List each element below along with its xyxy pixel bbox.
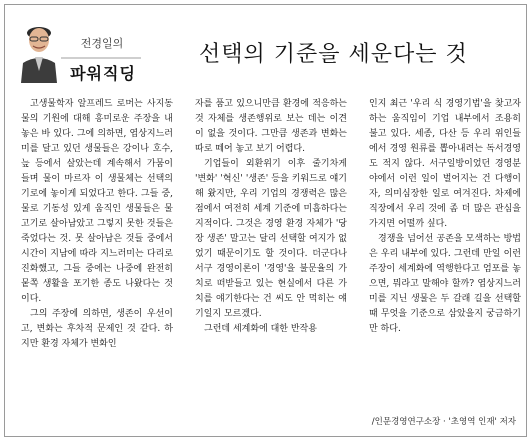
paragraph: 기업들이 외환위기 이후 줄기차게 '변화' '혁신' '생존' 등을 키워드로 얘기해 왔지만, 우리 기업의 경쟁력은 많은 점에서 여전히 세계 기준에 미흡하다는 지적이다. 그것은 경영 환경 자체가 '당장 생존' 말고는 달리 선택할 여지가 없었기 때문이기도 할 것이다. 더군다나 서구 경영이론이 '경영'을 불문율의 가치로 떠받들고 있는 현실에서 다른 가치를 얘기한다는 건 씨도 안 먹히는 얘기일지 모르겠다. <box>195 159 347 319</box>
article-body <box>21 97 521 407</box>
article-frame <box>4 4 527 437</box>
column-title: 파워직딩 <box>70 64 136 83</box>
paragraph: 그런데 세계화에 대한 반작용 <box>204 324 317 334</box>
column-2 <box>195 97 347 407</box>
column-1 <box>21 97 173 407</box>
column-3 <box>369 97 521 407</box>
paragraph: 경쟁을 넘어선 공존을 모색하는 방법은 우리 내부에 있다. 그런데 만일 이런 주장이 세계화에 역행한다고 엄포를 놓으면, 뭐라고 말해야 할까? 엽상지느러미를 지닌 생물은 두 갈래 길을 선택할 때 무엇을 기준으로 삼았을지 궁금하기만 하다. <box>369 234 521 334</box>
author-portrait-icon <box>19 17 59 83</box>
article-headline: 선택의 기준을 세운다는 것 <box>199 42 468 67</box>
author-name: 전경일의 <box>80 37 124 50</box>
paragraph: 고생물학자 알프레드 로머는 사지동물의 기원에 대해 흥미로운 주장을 내놓은 바 있다. 그에 의하면, 엽상지느러미를 달고 있던 생물들은 강이나 호수, 늪 등에서 살았는데 계속해서 가뭄이 들며 물이 마르자 이 생물체는 선택의 기로에 놓이게 되었다고 한다. 그들 중, 물로 기동성 있게 움직인 생물들은 물고기로 살아남았고 그렇지 못한 것들은 죽었다는 것. 못 살아남은 것들 중에서 시간이 지남에 따라 지느러미는 다리로 진화했고, 그들 중에는 나중에 완전히 뭍쪽 생활을 포기한 종도 나왔다는 것이다. <box>21 99 173 304</box>
paragraph: 그의 주장에 의하면, 생존이 우선이고, 변화는 후차적 문제인 것 같다. 하지만 환경 자체가 변화인 <box>21 309 173 349</box>
header-divider <box>61 57 141 59</box>
article-header <box>5 5 528 91</box>
author-byline: /인문경영연구소장 · '초영역 인재' 저자 <box>371 417 516 427</box>
paragraph: 자를 품고 있으니만큼 환경에 적응하는 것 자체를 생존행위로 보는 데는 이견이 없을 것이다. 그만큼 생존과 변화는 따로 떼어 놓고 보기 어렵다. <box>195 99 347 154</box>
paragraph: 인지 최근 '우리 식 경영기법'을 찾고자 하는 움직임이 기업 내부에서 조용히 불고 있다. 세종, 다산 등 우리 위인들에서 경영 원류를 뽑아내려는 독서경영도 적지 않다. 서구일방이었던 경영분야에서 이런 일이 벌어지는 건 다행이자, 의미심장한 일로 여겨진다. 차제에 직장에서 우리 것에 좀 더 많은 관심을 가지면 어떨까 싶다. <box>369 99 521 229</box>
